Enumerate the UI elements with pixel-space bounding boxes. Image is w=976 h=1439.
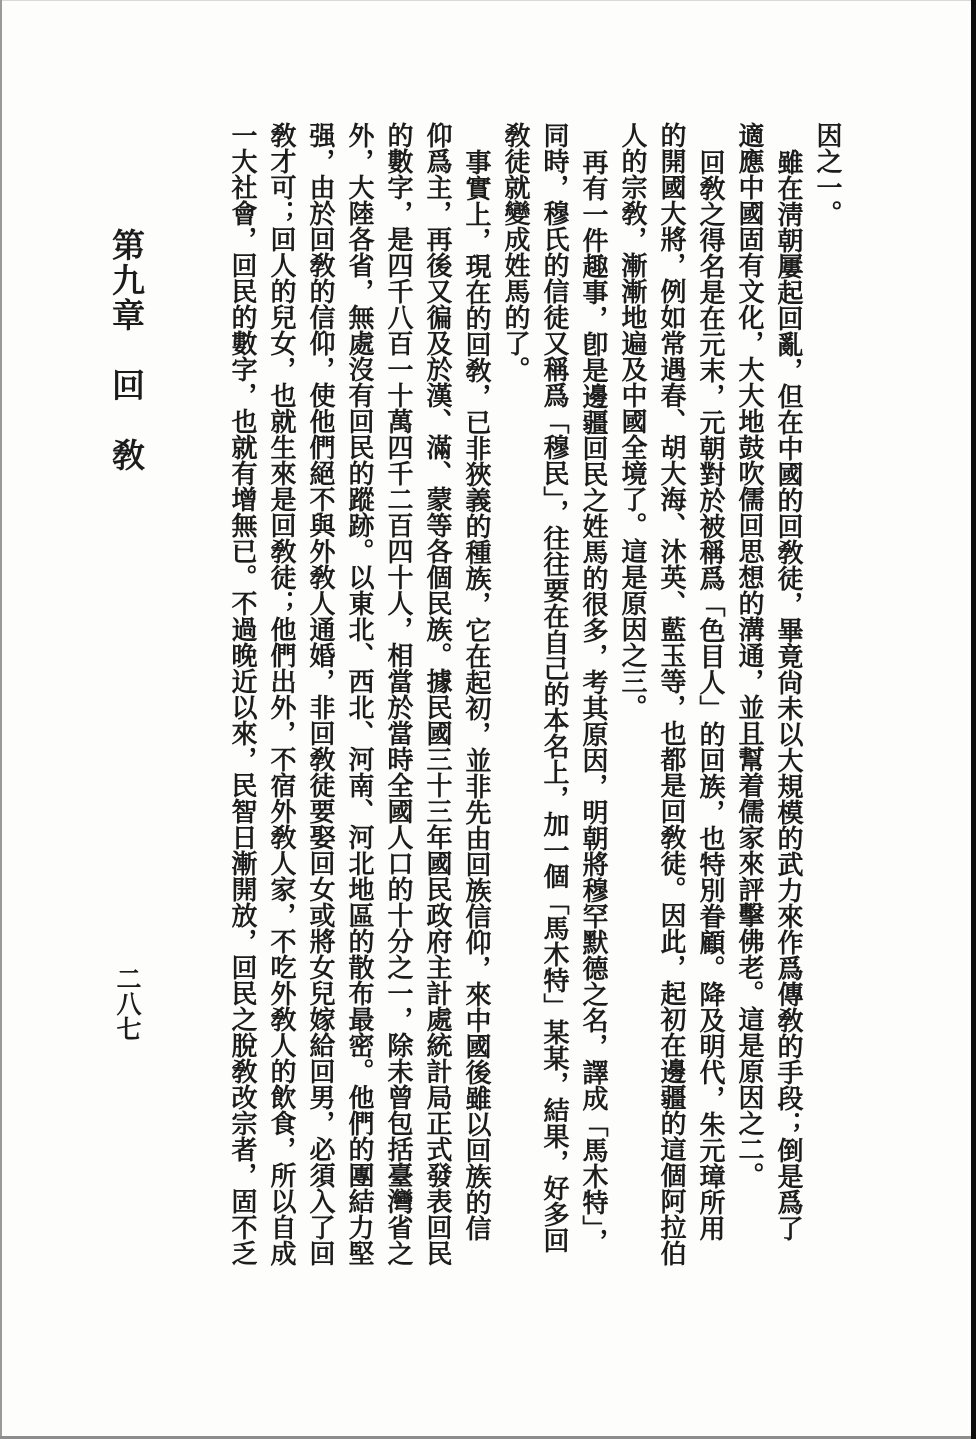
text-column: 雖在淸朝屢起回亂，但在中國的回敎徒，畢竟尙未以大規模的武力來作爲傳敎的手段；倒是爲了 bbox=[774, 149, 803, 1241]
text-column: 的開國大將，例如常遇春、胡大海、沐英、藍玉等，也都是回敎徒。因此，起初在邊疆的這個阿拉伯 bbox=[657, 122, 686, 1266]
text-column: 外，大陸各省，無處沒有回民的蹤跡。以東北、西北、河南、河北地區的散布最密。他們的團結力堅 bbox=[345, 122, 374, 1266]
text-column: 人的宗敎，漸漸地遍及中國全境了。這是原因之三。 bbox=[618, 122, 647, 720]
scan-edge-left bbox=[0, 0, 2, 1439]
text-block bbox=[227, 122, 842, 1282]
text-column: 敎才可；回人的兒女，也就生來是回敎徒；他們出外，不宿外敎人家，不吃外敎人的飲食，所以自成 bbox=[267, 122, 296, 1266]
text-column: 仰爲主，再後又徧及於漢、滿、蒙等各個民族。據民國三十三年國民政府主計處統計局正式發表回民 bbox=[423, 122, 452, 1266]
scan-edge-top bbox=[0, 0, 976, 1]
text-column: 一大社會，回民的數字，也就有增無已。不過晚近以來，民智日漸開放，回民之脫敎改宗者，固不乏 bbox=[228, 122, 257, 1266]
text-column: 同時，穆氏的信徒又稱爲「穆民」，往往要在自己的本名上，加一個「馬木特」某某，結果，好多回 bbox=[540, 122, 569, 1253]
scan-edge-right bbox=[971, 0, 976, 1439]
page-number: 二八七 bbox=[113, 966, 140, 1041]
text-column: 再有一件趣事，卽是邊疆回民之姓馬的很多，考其原因，明朝將穆罕默德之名，譯成「馬木特」， bbox=[579, 149, 608, 1254]
text-column: 敎徒就變成姓馬的了。 bbox=[501, 122, 530, 382]
chapter-header: 第九章 回 敎 bbox=[107, 228, 143, 473]
text-column: 回敎之得名是在元末，元朝對於被稱爲「色目人」的回族，也特別眷顧。降及明代，朱元璋所用 bbox=[696, 149, 725, 1241]
text-column: 强，由於回敎的信仰，使他們絕不與外敎人通婚，非回敎徒要娶回女或將女兒嫁給回男，必須入了回 bbox=[306, 122, 335, 1266]
text-column: 的數字，是四千八百一十萬四千二百四十人，相當於當時全國人口的十分之一，除未曾包括臺灣省之 bbox=[384, 122, 413, 1266]
text-column: 事實上，現在的回敎，已非狹義的種族，它在起初，並非先由回族信仰，來中國後雖以回族的信 bbox=[462, 149, 491, 1241]
text-column: 適應中國固有文化，大大地鼓吹儒回思想的溝通，並且幫着儒家來評擊佛老。這是原因之二。 bbox=[735, 122, 764, 1188]
text-column: 因之一。 bbox=[813, 122, 842, 226]
